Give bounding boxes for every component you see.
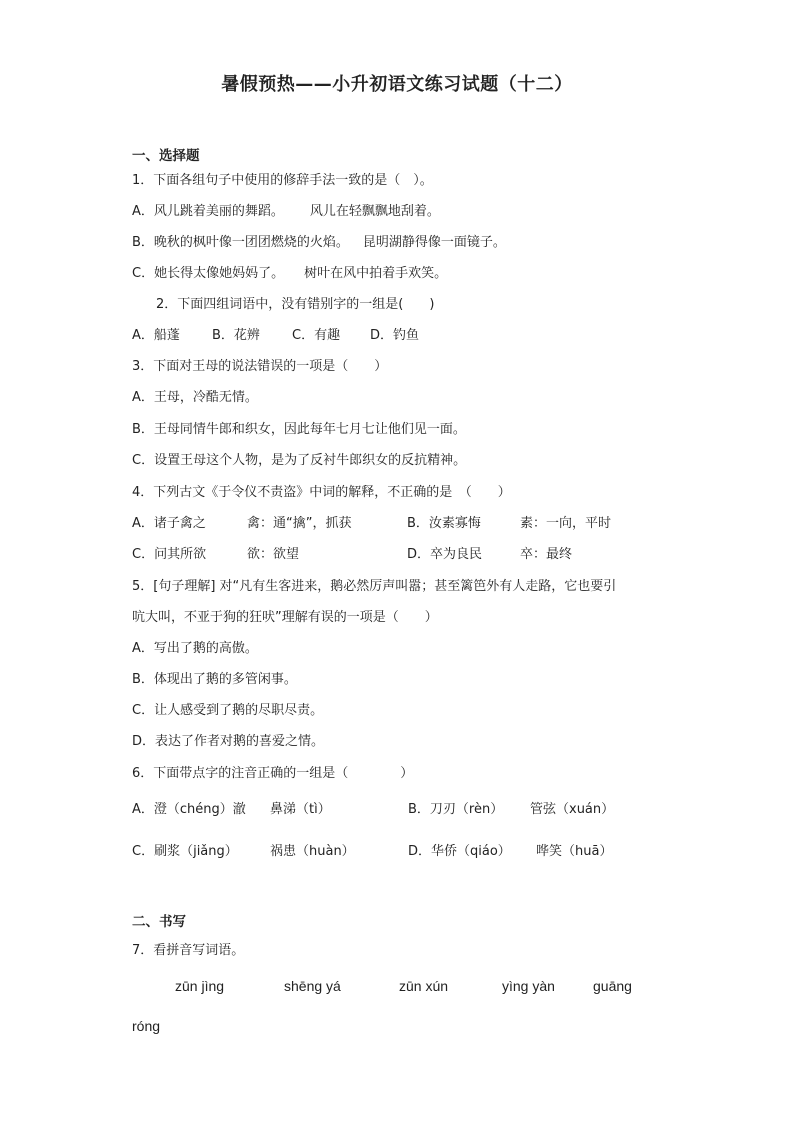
option-a-phrase: A．诸子禽之	[132, 516, 206, 531]
pinyin-item: yìng yàn	[502, 978, 555, 994]
option-d-word-1: D．华侨（qiáo）	[408, 844, 511, 859]
question-5-option-b: B．体现出了鹅的多管闲事。	[132, 672, 297, 687]
option-a: A．船蓬	[132, 328, 180, 343]
option-d-word-2: 哗笑（huā）	[536, 844, 613, 859]
pinyin-item: guāng	[593, 978, 632, 994]
option-b-sentence-1: B．晚秋的枫叶像一团团燃烧的火焰。	[132, 235, 349, 250]
option-c-word-1: C．刷浆（jiǎng）	[132, 844, 238, 859]
option-b-word-2: 管弦（xuán）	[530, 802, 615, 817]
section-heading-writing: 二、书写	[132, 914, 186, 930]
option-b-word-1: B．刀刃（rèn）	[408, 802, 504, 817]
question-3-stem: 3．下面对王母的说法错误的一项是（ ）	[132, 359, 388, 374]
option-a-word-2: 鼻涕（tì）	[270, 802, 331, 817]
question-4-options-cd	[132, 546, 572, 564]
option-b-phrase: B．汝素寡悔	[407, 516, 481, 531]
option-d-gloss: 卒：最终	[520, 547, 573, 562]
option-d-phrase: D．卒为良民	[407, 547, 483, 562]
option-c-word-2: 祸患（huàn）	[270, 844, 355, 859]
question-7-stem: 7．看拼音写词语。	[132, 943, 245, 958]
question-6-options-cd	[132, 843, 612, 861]
page-title: 暑假预热——小升初语文练习试题（十二）	[221, 74, 573, 95]
pinyin-item: zūn jìng	[175, 978, 225, 994]
question-1-option-a	[132, 203, 440, 221]
option-c: C．有趣	[292, 328, 341, 343]
option-c-phrase: C．问其所欲	[132, 547, 207, 562]
question-2-options	[132, 327, 419, 345]
pinyin-item: zūn xún	[399, 978, 449, 994]
question-5-option-d: D．表达了作者对鹅的喜爱之情。	[132, 734, 325, 749]
option-c-gloss: 欲：欲望	[247, 547, 300, 562]
section-heading-choice: 一、选择题	[132, 148, 200, 164]
option-a-gloss: 禽：通“擒”，抓获	[247, 516, 352, 531]
question-1-option-b	[132, 234, 506, 252]
question-6-stem: 6．下面带点字的注音正确的一组是（ ）	[132, 766, 414, 781]
option-c-sentence-1: C．她长得太像她妈妈了。	[132, 266, 285, 281]
pinyin-item: róng	[132, 1018, 161, 1034]
option-a-word-1: A．澄（chéng）澈	[132, 802, 246, 817]
option-b: B．花辨	[212, 328, 260, 343]
question-4-options-ab	[132, 515, 611, 533]
question-3-option-c: C．设置王母这个人物，是为了反衬牛郎织女的反抗精神。	[132, 453, 467, 468]
question-2-stem: 2．下面四组词语中，没有错别字的一组是( )	[156, 297, 435, 312]
question-5-stem-line-2: 吭大叫，不亚于狗的狂吠”理解有误的一项是（ ）	[132, 610, 438, 625]
question-4-stem: 4．下列古文《于令仪不责盗》中词的解释，不正确的是 （ ）	[132, 485, 511, 500]
question-5-option-c: C．让人感受到了鹅的尽职尽责。	[132, 703, 324, 718]
option-a-sentence-2: 风儿在轻飘飘地刮着。	[309, 204, 440, 219]
question-5-option-a: A．写出了鹅的高傲。	[132, 641, 258, 656]
option-d: D．钓鱼	[370, 328, 420, 343]
option-b-gloss: 素：一向，平时	[520, 516, 612, 531]
question-3-option-b: B．王母同情牛郎和织女，因此每年七月七让他们见一面。	[132, 422, 466, 437]
question-5-stem-line-1: 5．[句子理解] 对“凡有生客进来，鹅必然厉声叫嚣；甚至篱笆外有人走路，它也要引	[132, 579, 617, 594]
question-1-option-c	[132, 265, 447, 283]
question-3-option-a: A．王母，冷酷无情。	[132, 390, 258, 405]
pinyin-item: shēng yá	[284, 978, 341, 994]
question-1-stem: 1．下面各组句子中使用的修辞手法一致的是（ ）。	[132, 173, 433, 188]
question-6-options-ab	[132, 801, 614, 819]
option-a-sentence-1: A．风儿跳着美丽的舞蹈。	[132, 204, 284, 219]
option-b-sentence-2: 昆明湖静得像一面镜子。	[362, 235, 506, 250]
option-c-sentence-2: 树叶在风中拍着手欢笑。	[304, 266, 448, 281]
